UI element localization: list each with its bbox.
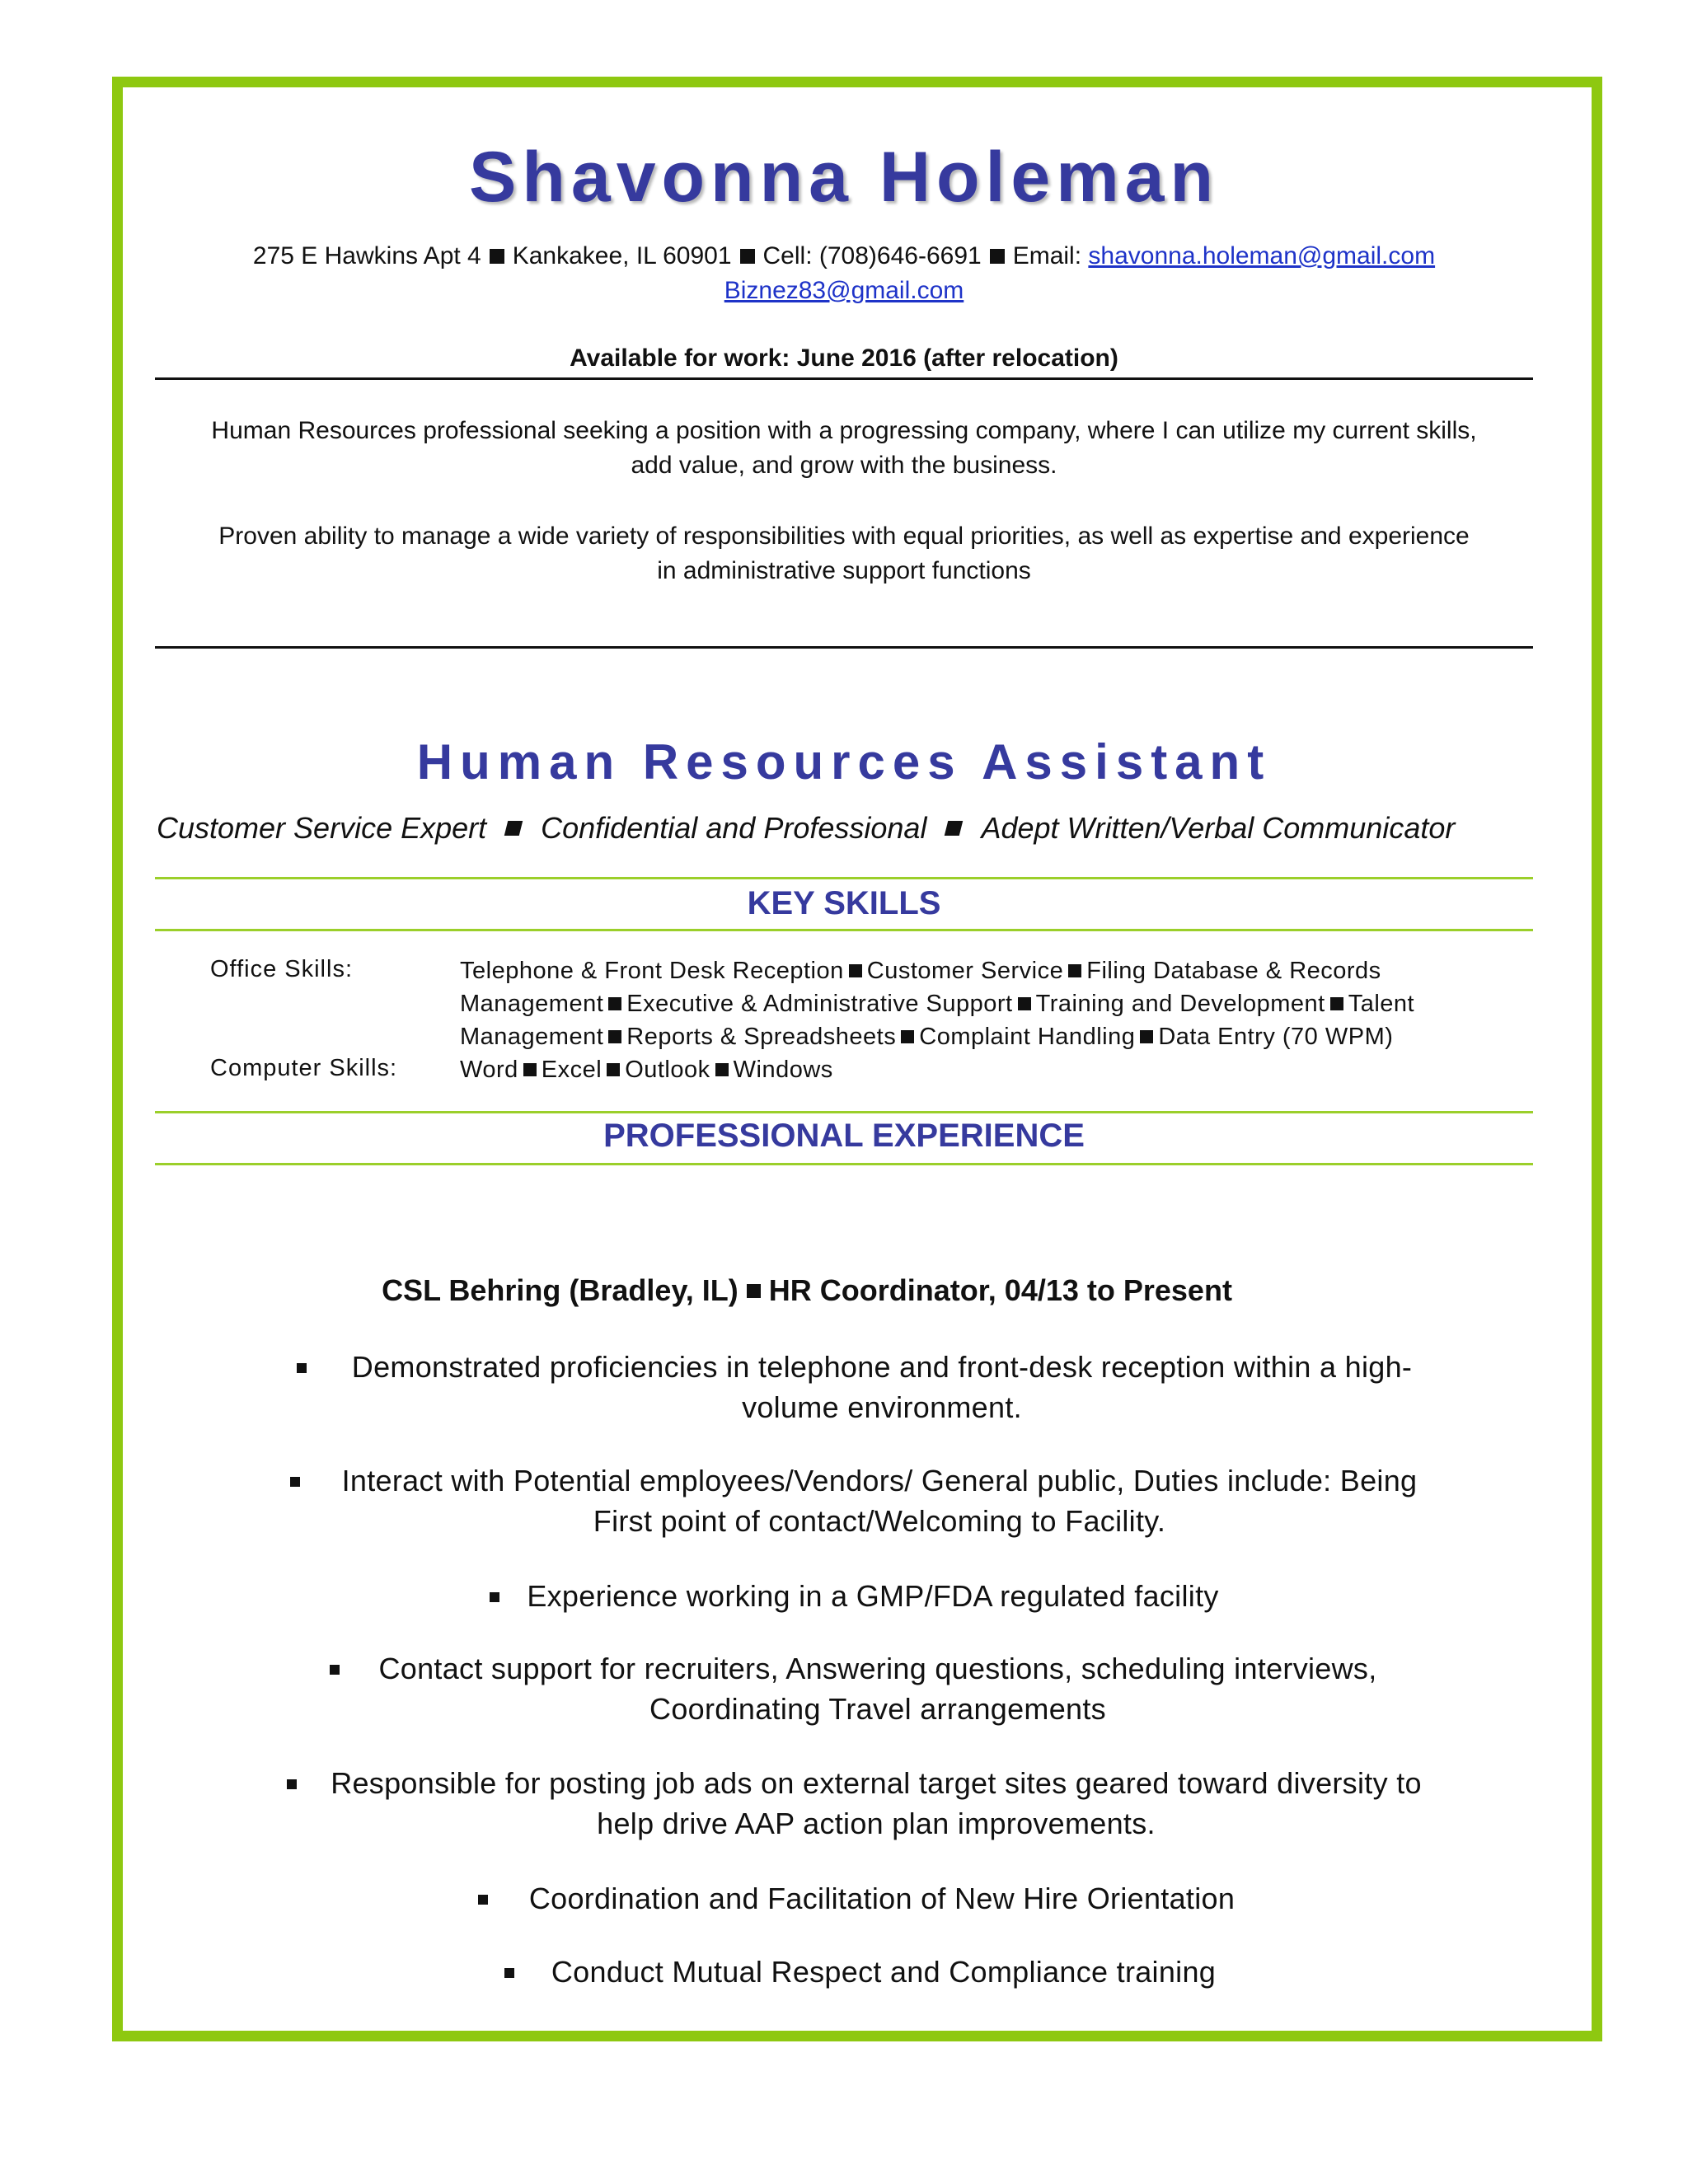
list-item: [287, 1763, 1449, 1844]
list-item: [478, 1878, 1269, 1919]
skill-item: Telephone & Front Desk Reception: [460, 958, 844, 984]
address: 275 E Hawkins Apt 4: [252, 242, 481, 269]
separator-square-icon: [740, 249, 755, 264]
bullet-text: [521, 1952, 1246, 1992]
job-header: [58, 1273, 1556, 1308]
skills-line: [460, 987, 1490, 1020]
role-tagline: [157, 811, 1535, 846]
email-link-secondary[interactable]: Biznez83@gmail.com: [724, 277, 964, 304]
separator-square-icon: [504, 821, 523, 836]
bullet-text: [303, 1763, 1449, 1844]
skill-item: Data Entry (70 WPM): [1158, 1024, 1394, 1050]
separator-square-icon: [523, 1063, 537, 1076]
bullet-line: First point of contact/Welcoming to Facility.: [593, 1504, 1166, 1538]
separator-square-icon: [1068, 964, 1081, 977]
divider: [155, 1111, 1533, 1113]
skill-item: Outlook: [625, 1057, 710, 1083]
summary-paragraph-1: [153, 414, 1535, 483]
bullet-icon: [290, 1477, 300, 1487]
employer: CSL Behring (Bradley, IL): [382, 1273, 738, 1307]
bullet-line: volume environment.: [742, 1390, 1022, 1424]
divider: [155, 877, 1533, 879]
bullet-line: Demonstrated proficiencies in telephone and front-desk reception within a high-: [351, 1350, 1413, 1384]
role-title: Human Resources Assistant: [416, 734, 1272, 790]
cell-phone: Cell: (708)646-6691: [762, 242, 982, 269]
separator-square-icon: [1140, 1030, 1153, 1043]
list-item: [297, 1347, 1451, 1427]
skill-item: Executive & Administrative Support: [626, 991, 1013, 1017]
bullet-line: Interact with Potential employees/Vendors/ General public, Duties include: Being: [341, 1464, 1418, 1497]
separator-square-icon: [747, 1284, 761, 1298]
key-skills-heading: KEY SKILLS: [747, 885, 941, 921]
bullet-line: Experience working in a GMP/FDA regulated facility: [527, 1579, 1219, 1613]
bullet-text: [346, 1648, 1409, 1729]
availability: Available for work: June 2016 (after relocation): [570, 344, 1118, 372]
separator-square-icon: [945, 821, 963, 836]
bullet-icon: [297, 1363, 307, 1373]
office-skills-label: Office Skills:: [210, 956, 354, 982]
summary-line: Proven ability to manage a wide variety of responsibilities with equal priorities, as well as expertise and experience: [218, 523, 1470, 550]
contact-line-2: [153, 274, 1535, 308]
bullet-icon: [504, 1968, 514, 1978]
bullet-text: [307, 1460, 1452, 1541]
separator-square-icon: [1330, 997, 1343, 1010]
bullet-text: [313, 1347, 1451, 1427]
list-item: [290, 1460, 1452, 1541]
experience-heading: PROFESSIONAL EXPERIENCE: [603, 1118, 1085, 1154]
skills-line: [460, 1020, 1490, 1053]
tagline-item: Confidential and Professional: [541, 811, 927, 845]
skill-item: Windows: [733, 1057, 833, 1083]
skill-item: Training and Development: [1035, 991, 1325, 1017]
separator-square-icon: [849, 964, 862, 977]
computer-skills-label: Computer Skills:: [210, 1055, 398, 1081]
candidate-name: Shavonna Holeman: [468, 138, 1220, 217]
skill-item: Word: [460, 1057, 518, 1083]
separator-square-icon: [901, 1030, 914, 1043]
skill-item: Management: [460, 1024, 604, 1050]
separator-square-icon: [608, 997, 621, 1010]
contact-info: [153, 239, 1535, 308]
skill-item: Reports & Spreadsheets: [626, 1024, 897, 1050]
separator-square-icon: [990, 249, 1005, 264]
skill-item: Complaint Handling: [919, 1024, 1136, 1050]
email-link[interactable]: shavonna.holeman@gmail.com: [1088, 242, 1436, 269]
list-item: [504, 1952, 1246, 1992]
skill-item: Filing Database & Records: [1086, 958, 1381, 984]
skill-item: Customer Service: [866, 958, 1064, 984]
separator-square-icon: [1018, 997, 1031, 1010]
skill-item: Talent: [1348, 991, 1415, 1017]
list-item: [330, 1648, 1409, 1729]
skill-item: Excel: [541, 1057, 603, 1083]
bullet-line: Coordinating Travel arrangements: [649, 1692, 1106, 1726]
bullet-icon: [490, 1592, 499, 1602]
summary-line: add value, and grow with the business.: [631, 452, 1057, 479]
skills-line: [460, 1053, 1490, 1086]
contact-line-1: [153, 239, 1535, 274]
summary-line: Human Resources professional seeking a position with a progressing company, where I can utilize my current skills,: [211, 417, 1477, 444]
summary-line: in administrative support functions: [657, 557, 1031, 584]
bullet-text: [506, 1576, 1240, 1616]
bullet-icon: [287, 1779, 297, 1789]
office-skills-list: [460, 954, 1490, 1086]
bullet-line: Coordination and Facilitation of New Hire Orientation: [528, 1882, 1236, 1915]
bullet-line: Conduct Mutual Respect and Compliance training: [551, 1955, 1217, 1989]
list-item: [490, 1576, 1240, 1616]
email-label: Email:: [1012, 242, 1082, 269]
separator-square-icon: [608, 1030, 621, 1043]
divider: [155, 929, 1533, 931]
bullet-line: Responsible for posting job ads on external target sites geared toward diversity to: [331, 1766, 1422, 1800]
summary-paragraph-2: [153, 519, 1535, 588]
separator-square-icon: [607, 1063, 620, 1076]
position: HR Coordinator, 04/13 to Present: [768, 1273, 1232, 1307]
skill-item: Management: [460, 991, 604, 1017]
divider: [155, 377, 1533, 380]
bullet-line: help drive AAP action plan improvements.: [597, 1807, 1156, 1840]
separator-square-icon: [715, 1063, 729, 1076]
skills-line: [460, 954, 1490, 987]
separator-square-icon: [490, 249, 504, 264]
bullet-text: [495, 1878, 1269, 1919]
bullet-icon: [330, 1665, 340, 1675]
divider: [155, 1163, 1533, 1165]
bullet-icon: [478, 1895, 488, 1905]
tagline-item: Adept Written/Verbal Communicator: [981, 811, 1456, 845]
bullet-line: Contact support for recruiters, Answering questions, scheduling interviews,: [378, 1652, 1377, 1685]
tagline-item: Customer Service Expert: [157, 811, 487, 845]
divider: [155, 646, 1533, 649]
city: Kankakee, IL 60901: [512, 242, 732, 269]
